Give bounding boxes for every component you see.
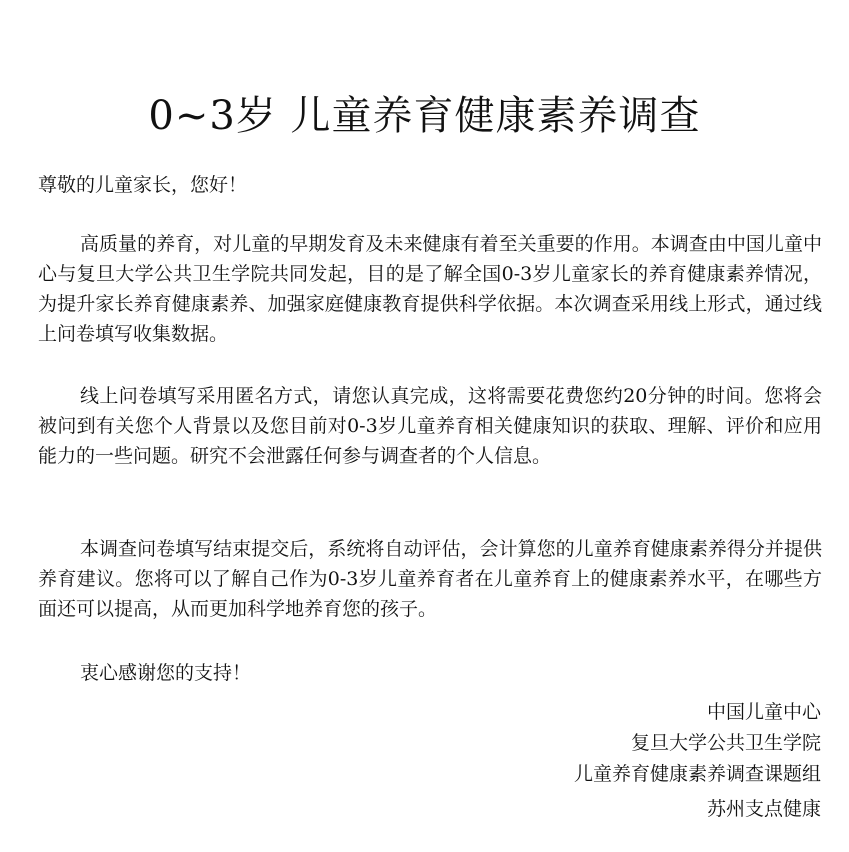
signature-org-3: 儿童养育健康素养调查课题组 — [573, 763, 821, 785]
signature-org-1: 中国儿童中心 — [706, 701, 821, 723]
intro-paragraph: 高质量的养育，对儿童的早期发育及未来健康有着至关重要的作用。本调查由中国儿童中心与复旦大学公共卫生学院共同发起，目的是了解全国0-3岁儿童家长的养育健康素养情况，为提升家长养育健康素养、加强家庭健康教育提供科学依据。本次调查采用线上形式，通过线上问卷填写收集数据。 — [38, 233, 822, 345]
page-title: 0~3岁 儿童养育健康素养调查 — [148, 93, 701, 139]
evaluation-paragraph: 本调查问卷填写结束提交后，系统将自动评估，会计算您的儿童养育健康素养得分并提供养育建议。您将可以了解自己作为0-3岁儿童养育者在儿童养育上的健康素养水平，在哪些方面还可以提高，从而更加科学地养育您的孩子。 — [38, 538, 822, 620]
signature-org-2: 复旦大学公共卫生学院 — [630, 732, 821, 754]
greeting-text: 尊敬的儿童家长，您好！ — [38, 174, 248, 196]
thanks-text: 衷心感谢您的支持！ — [80, 662, 252, 684]
signature-org-4: 苏州支点健康 — [706, 798, 821, 820]
anonymity-paragraph: 线上问卷填写采用匿名方式，请您认真完成，这将需要花费您约20分钟的时间。您将会被问到有关您个人背景以及您目前对0-3岁儿童养育相关健康知识的获取、理解、评价和应用能力的一些问题。研究不会泄露任何参与调查者的个人信息。 — [38, 385, 822, 467]
